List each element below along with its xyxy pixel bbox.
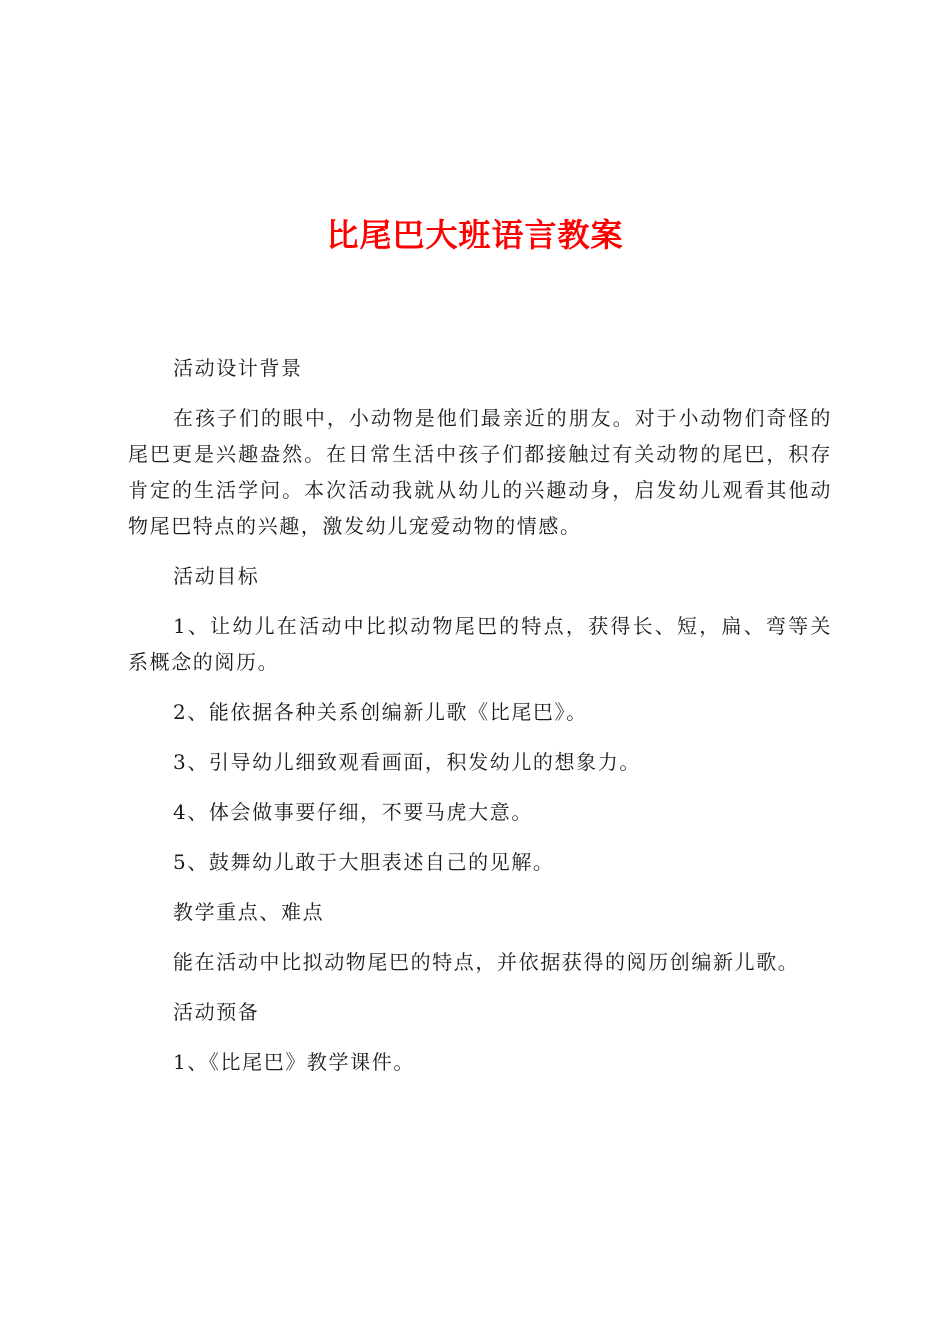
paragraph-background: 在孩子们的眼中，小动物是他们最亲近的朋友。对于小动物们奇怪的尾巴更是兴趣盎然。在日常生活中孩子们都接触过有关动物的尾巴，积存肯定的生活学问。本次活动我就从幼儿的兴趣动身，启发幼儿观看其他动物尾巴特点的兴趣，激发幼儿宠爱动物的情感。 xyxy=(128,406,832,538)
section-heading-key-points: 教学重点、难点 xyxy=(173,900,325,924)
preparation-item-1: 1、《比尾巴》教学课件。 xyxy=(173,1050,415,1074)
document-title: 比尾巴大班语言教案 xyxy=(326,216,624,254)
goal-item-1: 1、让幼儿在活动中比拟动物尾巴的特点，获得长、短，扁、弯等关系概念的阅历。 xyxy=(128,614,832,674)
section-heading-goals: 活动目标 xyxy=(173,564,260,588)
goal-item-3: 3、引导幼儿细致观看画面，积发幼儿的想象力。 xyxy=(173,750,641,774)
section-heading-preparation: 活动预备 xyxy=(173,1000,260,1024)
goal-item-5: 5、鼓舞幼儿敢于大胆表述自己的见解。 xyxy=(173,850,555,874)
goal-item-4: 4、体会做事要仔细，不要马虎大意。 xyxy=(173,800,533,824)
document-body xyxy=(128,350,832,1094)
paragraph-key-points: 能在活动中比拟动物尾巴的特点，并依据获得的阅历创编新儿歌。 xyxy=(173,950,800,974)
section-heading-background: 活动设计背景 xyxy=(173,356,303,380)
goal-item-2: 2、能依据各种关系创编新儿歌《比尾巴》。 xyxy=(173,700,588,724)
